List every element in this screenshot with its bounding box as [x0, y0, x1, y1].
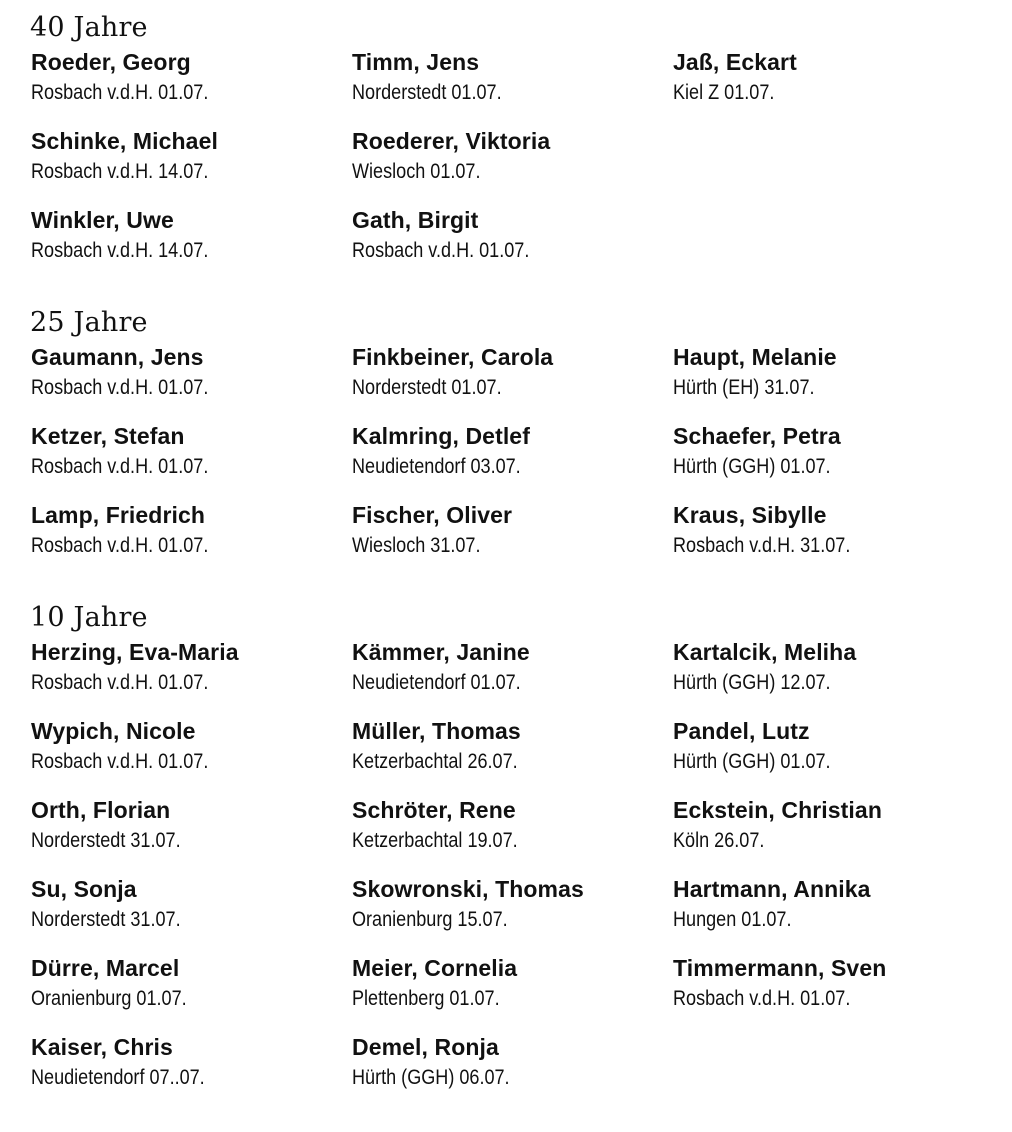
anniversary-list [31, 10, 991, 1132]
location-date: Rosbach v.d.H. 01.07. [31, 81, 209, 104]
list-item [352, 952, 673, 1031]
person-name: Müller, Thomas [352, 718, 521, 744]
list-item [31, 125, 352, 204]
person-name: Orth, Florian [31, 797, 171, 823]
location-date: Oranienburg 15.07. [352, 908, 508, 931]
person-name: Winkler, Uwe [31, 207, 174, 233]
location-date: Norderstedt 31.07. [31, 908, 181, 931]
list-item [352, 873, 673, 952]
section-25-jahre [31, 305, 991, 578]
location-date: Hürth (GGH) 01.07. [673, 455, 831, 478]
list-item [673, 46, 991, 125]
section-10-jahre [31, 600, 991, 1110]
list-item [31, 499, 352, 578]
location-date: Norderstedt 01.07. [352, 376, 502, 399]
list-item [673, 420, 991, 499]
location-date: Norderstedt 01.07. [352, 81, 502, 104]
person-name: Skowronski, Thomas [352, 876, 584, 902]
person-name: Su, Sonja [31, 876, 137, 902]
person-name: Jaß, Eckart [673, 49, 797, 75]
location-date: Hungen 01.07. [673, 908, 792, 931]
location-date: Neudietendorf 01.07. [352, 671, 521, 694]
list-item [673, 715, 991, 794]
empty-slot [673, 125, 991, 204]
list-item [31, 715, 352, 794]
location-date: Hürth (GGH) 01.07. [673, 750, 831, 773]
list-item [673, 499, 991, 578]
person-name: Schröter, Rene [352, 797, 516, 823]
entry-grid [31, 46, 991, 283]
location-date: Ketzerbachtal 26.07. [352, 750, 518, 773]
person-name: Kalmring, Detlef [352, 423, 530, 449]
location-date: Plettenberg 01.07. [352, 987, 500, 1010]
list-item [352, 499, 673, 578]
list-item [352, 715, 673, 794]
person-name: Pandel, Lutz [673, 718, 810, 744]
person-name: Kartalcik, Meliha [673, 639, 857, 665]
person-name: Kaiser, Chris [31, 1034, 173, 1060]
location-date: Oranienburg 01.07. [31, 987, 187, 1010]
person-name: Schinke, Michael [31, 128, 218, 154]
entry-grid [31, 341, 991, 578]
location-date: Hürth (GGH) 06.07. [352, 1066, 510, 1089]
list-item [31, 952, 352, 1031]
person-name: Lamp, Friedrich [31, 502, 206, 528]
location-date: Rosbach v.d.H. 01.07. [352, 239, 530, 262]
person-name: Meier, Cornelia [352, 955, 518, 981]
person-name: Finkbeiner, Carola [352, 344, 554, 370]
list-item [673, 636, 991, 715]
list-item [31, 636, 352, 715]
section-40-jahre [31, 10, 991, 283]
list-item [673, 794, 991, 873]
list-item [352, 794, 673, 873]
person-name: Ketzer, Stefan [31, 423, 185, 449]
person-name: Roeder, Georg [31, 49, 191, 75]
location-date: Rosbach v.d.H. 01.07. [31, 455, 209, 478]
list-item [352, 125, 673, 204]
person-name: Dürre, Marcel [31, 955, 180, 981]
section-title: 10 Jahre [30, 602, 148, 633]
list-item [352, 420, 673, 499]
list-item [352, 204, 673, 283]
location-date: Hürth (EH) 31.07. [673, 376, 815, 399]
person-name: Kraus, Sibylle [673, 502, 827, 528]
list-item [31, 794, 352, 873]
section-title: 40 Jahre [30, 12, 148, 43]
list-item [31, 1031, 352, 1110]
location-date: Wiesloch 31.07. [352, 534, 481, 557]
list-item [352, 341, 673, 420]
person-name: Demel, Ronja [352, 1034, 499, 1060]
location-date: Rosbach v.d.H. 01.07. [31, 534, 209, 557]
person-name: Eckstein, Christian [673, 797, 882, 823]
location-date: Neudietendorf 03.07. [352, 455, 521, 478]
location-date: Rosbach v.d.H. 01.07. [31, 671, 209, 694]
location-date: Kiel Z 01.07. [673, 81, 775, 104]
person-name: Haupt, Melanie [673, 344, 837, 370]
person-name: Fischer, Oliver [352, 502, 513, 528]
location-date: Rosbach v.d.H. 01.07. [673, 987, 851, 1010]
location-date: Rosbach v.d.H. 01.07. [31, 376, 209, 399]
person-name: Gaumann, Jens [31, 344, 204, 370]
list-item [31, 204, 352, 283]
location-date: Rosbach v.d.H. 14.07. [31, 160, 209, 183]
section-title: 25 Jahre [30, 307, 148, 338]
list-item [352, 46, 673, 125]
list-item [31, 46, 352, 125]
location-date: Rosbach v.d.H. 01.07. [31, 750, 209, 773]
empty-slot [673, 1031, 991, 1110]
person-name: Schaefer, Petra [673, 423, 841, 449]
location-date: Köln 26.07. [673, 829, 765, 852]
list-item [31, 420, 352, 499]
location-date: Rosbach v.d.H. 31.07. [673, 534, 851, 557]
location-date: Neudietendorf 07..07. [31, 1066, 205, 1089]
person-name: Kämmer, Janine [352, 639, 530, 665]
location-date: Wiesloch 01.07. [352, 160, 481, 183]
person-name: Roederer, Viktoria [352, 128, 551, 154]
location-date: Rosbach v.d.H. 14.07. [31, 239, 209, 262]
list-item [31, 341, 352, 420]
entry-grid [31, 636, 991, 1110]
person-name: Herzing, Eva-Maria [31, 639, 239, 665]
list-item [673, 952, 991, 1031]
location-date: Ketzerbachtal 19.07. [352, 829, 518, 852]
person-name: Hartmann, Annika [673, 876, 871, 902]
location-date: Norderstedt 31.07. [31, 829, 181, 852]
list-item [673, 341, 991, 420]
person-name: Timmermann, Sven [673, 955, 887, 981]
location-date: Hürth (GGH) 12.07. [673, 671, 831, 694]
person-name: Timm, Jens [352, 49, 480, 75]
list-item [673, 873, 991, 952]
list-item [352, 1031, 673, 1110]
list-item [31, 873, 352, 952]
empty-slot [673, 204, 991, 283]
person-name: Gath, Birgit [352, 207, 479, 233]
list-item [352, 636, 673, 715]
person-name: Wypich, Nicole [31, 718, 196, 744]
